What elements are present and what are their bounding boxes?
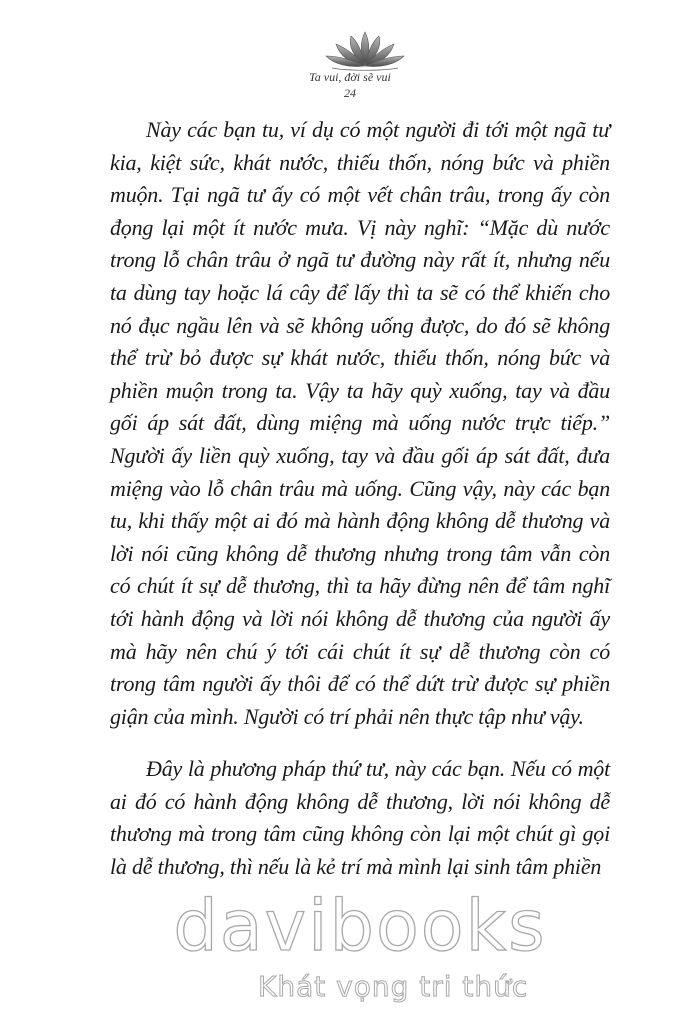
lotus-icon [318,28,412,72]
paragraph-2: Đây là phương pháp thứ tư, này các bạn. Nếu có một ai đó có hành động không dễ thương, lời nói không dễ thương mà trong tâm cũng không còn lại một chút gì gọi là dễ thương, thì nếu là kẻ trí mà mình lại sinh tâm phiền [110,756,610,880]
page-number: 24 [344,86,356,100]
running-title: Ta vui, đời sẽ vui [309,70,391,84]
body-text [110,114,610,884]
paragraph-1: Này các bạn tu, ví dụ có một người đi tới một ngã tư kia, kiệt sức, khát nước, thiếu thốn, nóng bức và phiền muộn. Tại ngã tư ấy có một vết chân trâu, trong ấy còn đọng lại một ít nước mưa. Vị này nghĩ: “Mặc dù nước trong lỗ chân trâu ở ngã tư đường này rất ít, nhưng nếu ta dùng tay hoặc lá cây để lấy thì ta sẽ có thể khiến cho nó đục ngầu lên và sẽ không uống được, do đó sẽ không thể trừ bỏ được sự khát nước, thiếu thốn, nóng bức và phiền muộn trong ta. Vậy ta hãy quỳ xuống, tay và đầu gối áp sát đất, dùng miệng mà uống nước trực tiếp.” Người ấy liền quỳ xuống, tay và đầu gối áp sát đất, đưa miệng vào lỗ chân trâu mà uống. Cũng vậy, này các bạn tu, khi thấy một ai đó mà hành động không dễ thương và lời nói cũng không dễ thương nhưng trong tâm vẫn còn có chút ít sự dễ thương, thì ta hãy đừng nên để tâm nghĩ tới hành động và lời nói không dễ thương của người ấy mà hãy nên chú ý tới cái chút ít sự dễ thương còn có trong tâm người ấy thôi để có thể dứt trừ được sự phiền giận của mình. Người có trí phải nên thực tập như vậy. [110,117,610,729]
watermark-brand: davibooks [173,885,547,967]
watermark-tagline: Khát vọng tri thức [258,970,529,1003]
